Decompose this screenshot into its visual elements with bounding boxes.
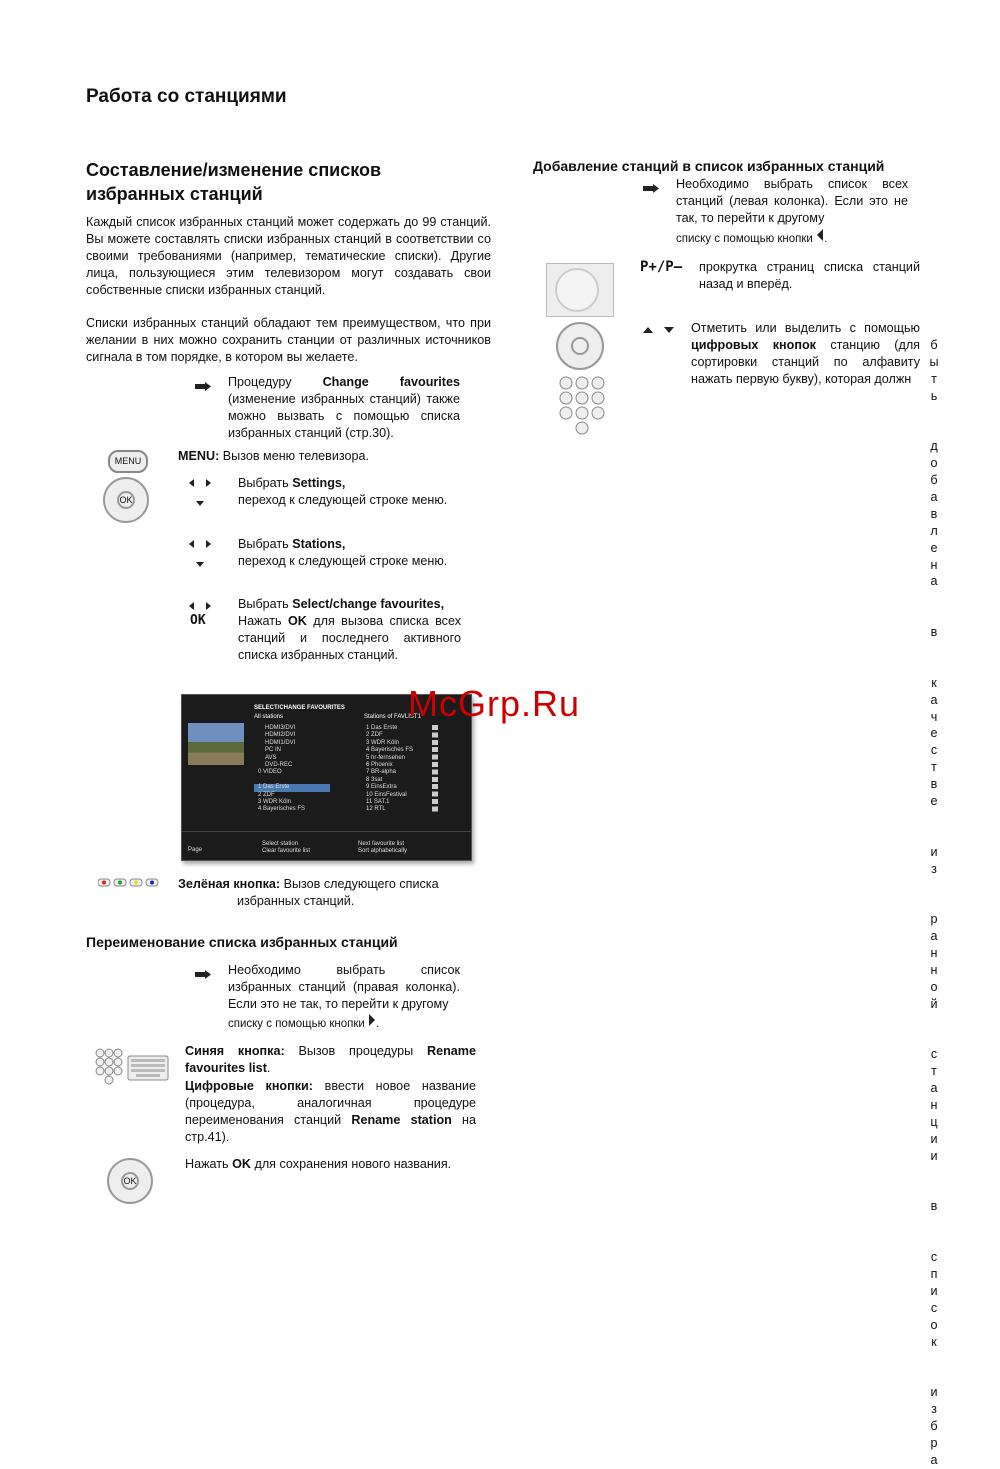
list-item: 3 WDR Köln xyxy=(366,739,400,746)
vertical-char xyxy=(928,607,940,624)
vertical-char: с xyxy=(930,1047,938,1062)
vertical-char: а xyxy=(930,929,938,944)
vertical-char: и xyxy=(930,1131,938,1146)
vertical-char: т xyxy=(931,760,937,775)
vertical-char: в xyxy=(930,506,938,521)
vertical-char: б xyxy=(930,473,938,488)
vertical-char: с xyxy=(930,1250,938,1265)
list-item: 0 VIDEO xyxy=(258,769,282,776)
remote-page-icon xyxy=(546,263,614,317)
left-arrow-icon xyxy=(816,228,824,242)
vertical-char: о xyxy=(930,1317,938,1332)
page-scroll-instruction: прокрутка страниц списка станций назад и вперёд. xyxy=(699,260,920,291)
list-item: 9 EinsExtra xyxy=(366,784,397,791)
right-arrow-icon xyxy=(368,1013,376,1027)
p-plus-minus-key: P+/P– xyxy=(640,259,683,275)
tv-divider xyxy=(182,831,471,832)
vertical-char: е xyxy=(930,794,938,809)
list-item: 4 Bayerisches FS xyxy=(258,806,306,813)
vertical-char: й xyxy=(930,996,938,1011)
vertical-char xyxy=(928,1030,940,1047)
vertical-char: п xyxy=(930,1266,938,1281)
section-title-rename: Переименование списка избранных станций xyxy=(86,934,398,950)
vertical-char: б xyxy=(930,338,938,352)
vertical-overflow-text xyxy=(928,337,940,1469)
vertical-char xyxy=(928,405,940,422)
tv-badge-column xyxy=(432,725,438,813)
step-select-change: Выбрать Select/change favourites, Нажать OK для вызова списка всех станций и последнего активного списка избранных станций. xyxy=(238,597,461,662)
list-item: 11 SAT.1 xyxy=(366,799,390,806)
list-item: PC IN xyxy=(265,747,282,754)
vertical-char: и xyxy=(930,844,938,859)
vertical-char: в xyxy=(930,625,938,640)
vertical-char: б xyxy=(930,1419,938,1433)
vertical-char: з xyxy=(931,1402,937,1417)
vertical-char xyxy=(928,1013,940,1030)
vertical-char: е xyxy=(930,540,938,555)
tv-left-header: All stations xyxy=(254,714,284,720)
vertical-char xyxy=(928,1165,940,1182)
page-title: Работа со станциями xyxy=(86,86,287,107)
vertical-char: о xyxy=(930,456,938,471)
vertical-char: и xyxy=(930,1283,938,1298)
vertical-char xyxy=(928,1350,940,1367)
vertical-char: к xyxy=(931,675,937,690)
list-item: 6 Phoenix xyxy=(366,762,393,769)
list-item: 10 EinsFestival xyxy=(366,791,407,798)
list-item: 7 BR-alpha xyxy=(366,769,397,776)
step-stations: Выбрать Stations, переход к следующей строке меню. xyxy=(238,537,448,568)
up-down-arrows-icon xyxy=(642,322,678,340)
note-change-favourites: Процедуру Change favourites (изменение избранных станций) также можно вызвать с помощью списка избранных станций (стр.30). xyxy=(228,375,460,440)
vertical-char: н xyxy=(930,1098,938,1113)
remote-circle xyxy=(555,268,599,312)
vertical-char xyxy=(928,1232,940,1249)
note-rename: Необходимо выбрать список избранных станций (правая колонка). Если это не так, то перейти к другому xyxy=(228,963,460,1011)
vertical-char: и xyxy=(930,1148,938,1163)
vertical-char: а xyxy=(930,574,938,589)
tv-right-header: Stations of FAVLIST1 xyxy=(364,714,421,720)
green-button-instruction-2: избранных станций. xyxy=(237,894,355,908)
vertical-char: р xyxy=(930,1435,938,1450)
vertical-char: о xyxy=(930,979,938,994)
vertical-char: с xyxy=(930,1300,938,1315)
digit-keypad-icon xyxy=(558,375,608,442)
vertical-char xyxy=(928,827,940,844)
vertical-char xyxy=(928,658,940,675)
colour-buttons-icon xyxy=(98,878,160,899)
step-settings: Выбрать Settings, переход к следующей строке меню. xyxy=(238,476,448,507)
watermark: McGrp.Ru xyxy=(408,683,581,724)
list-item: DVD-REC xyxy=(265,762,293,769)
vertical-char xyxy=(928,878,940,895)
vertical-char: а xyxy=(930,692,938,707)
note-add-2: списку с помощью кнопки . xyxy=(676,228,827,245)
list-item: 2 ZDF xyxy=(258,791,275,798)
menu-instruction: MENU: Вызов меню телевизора. xyxy=(178,449,370,463)
vertical-char: а xyxy=(930,490,938,505)
list-item: 2 ZDF xyxy=(366,732,383,739)
vertical-char: в xyxy=(930,777,938,792)
list-item: 3 WDR Köln xyxy=(258,799,292,806)
vertical-char: л xyxy=(930,523,938,538)
list-item: 4 Bayerisches FS xyxy=(366,747,414,754)
list-item: HDMI2/DVI xyxy=(265,732,296,739)
intro-paragraph-2: Списки избранных станций обладают тем преимуществом, что при желании в них можно сохранить станции от различных источников сигнала в том порядке, в котором вы желаете. xyxy=(86,316,491,364)
menu-button-icon: MENU xyxy=(108,450,148,473)
vertical-char: д xyxy=(930,439,938,454)
note-add: Необходимо выбрать список всех станций (левая колонка). Если это не так, то перейти к другому xyxy=(676,177,908,225)
note-hand-icon xyxy=(195,378,211,396)
vertical-char xyxy=(928,590,940,607)
tv-all-stations-list xyxy=(254,725,354,814)
vertical-char: н xyxy=(930,962,938,977)
vertical-char: в xyxy=(930,1199,938,1214)
ok-icon-3 xyxy=(571,337,589,355)
vertical-char xyxy=(928,1182,940,1199)
tv-favourite-list xyxy=(366,725,441,814)
mark-station-instruction: Отметить или выделить с помощью цифровых кнопок станцию (для сортировки станций по алфавиту нажать первую букву), которая должн xyxy=(691,321,920,386)
list-item: 12 RTL xyxy=(366,806,386,813)
vertical-char: т xyxy=(931,371,937,386)
vertical-char xyxy=(928,1215,940,1232)
vertical-char xyxy=(928,421,940,438)
keypad-keyboard-icon xyxy=(94,1048,172,1093)
list-item: 5 hr-fernsehen xyxy=(366,754,406,761)
note-rename-2: списку с помощью кнопки . xyxy=(228,1013,379,1030)
vertical-char: р xyxy=(930,912,938,927)
nav-pad-icon-3 xyxy=(556,322,604,370)
vertical-char: з xyxy=(931,861,937,876)
list-item xyxy=(254,777,354,784)
vertical-char: н xyxy=(930,946,938,961)
vertical-char xyxy=(928,641,940,658)
tv-footer-clear: Clear favourite list xyxy=(262,848,311,854)
vertical-char: ц xyxy=(930,1114,938,1129)
digit-buttons-instruction: Цифровые кнопки: ввести новое название (процедура, аналогичная процедуре переименования станций Rename station на стр.41). xyxy=(185,1079,477,1144)
tv-footer-sort: Sort alphabetically xyxy=(358,848,408,854)
list-item: 8 3sat xyxy=(366,776,383,783)
nav-pad-icon-2 xyxy=(107,1158,153,1204)
vertical-char: и xyxy=(930,1385,938,1400)
vertical-char xyxy=(928,1367,940,1384)
vertical-char: ы xyxy=(929,354,939,369)
intro-paragraph: Каждый список избранных станций может содержать до 99 станций. Вы можете составлять списки избранных станций в соответствии со своими требованиями (например, тематические списки). Другие лица, пользующиеся этим телевизором могут создавать свои собственные списки избранных станций. xyxy=(86,215,491,297)
note-hand-icon-3 xyxy=(643,180,659,198)
tv-footer-next: Next favourite list xyxy=(358,841,405,847)
list-item: HDMI3/DVI xyxy=(265,725,296,731)
vertical-char: н xyxy=(930,557,938,572)
vertical-char: с xyxy=(930,743,938,758)
note-hand-icon-2 xyxy=(195,966,211,984)
vertical-char: т xyxy=(931,1064,937,1079)
vertical-char: а xyxy=(930,1081,938,1096)
vertical-char: е xyxy=(930,726,938,741)
list-item-selected: 1 Das Erste xyxy=(254,784,330,791)
vertical-char: ч xyxy=(930,709,938,724)
ok-icon-2: OK xyxy=(121,1172,139,1190)
ok-key-label: OK xyxy=(190,613,206,628)
tv-footer-select: Select station xyxy=(262,841,299,847)
section-title-add: Добавление станций в список избранных станций xyxy=(533,158,885,174)
vertical-char xyxy=(928,810,940,827)
vertical-char: а xyxy=(930,1452,938,1467)
list-item: HDMI1/DVI xyxy=(265,739,296,746)
nav-pad-icon xyxy=(103,477,149,523)
blue-button-instruction: Синяя кнопка: Вызов процедуры Rename favourites list. xyxy=(185,1044,476,1075)
vertical-char: ь xyxy=(930,388,938,403)
ok-icon: OK xyxy=(117,491,135,509)
section-title-compose: Составление/изменение списков избранных станций xyxy=(86,160,382,204)
left-right-arrows-icon-2 xyxy=(187,540,213,575)
tv-footer-page: Page xyxy=(188,847,203,853)
vertical-char xyxy=(928,894,940,911)
list-item: 1 Das Erste xyxy=(366,725,398,731)
left-right-arrows-icon xyxy=(187,479,213,514)
tv-preview-image xyxy=(188,723,244,765)
ok-save-instruction: Нажать OK для сохранения нового названия. xyxy=(185,1157,452,1171)
list-item: AVS xyxy=(265,754,277,761)
tv-title: SELECT/CHANGE FAVOURITES xyxy=(254,705,345,711)
vertical-char: к xyxy=(931,1334,937,1349)
green-button-instruction: Зелёная кнопка: Вызов следующего списка xyxy=(178,877,439,891)
